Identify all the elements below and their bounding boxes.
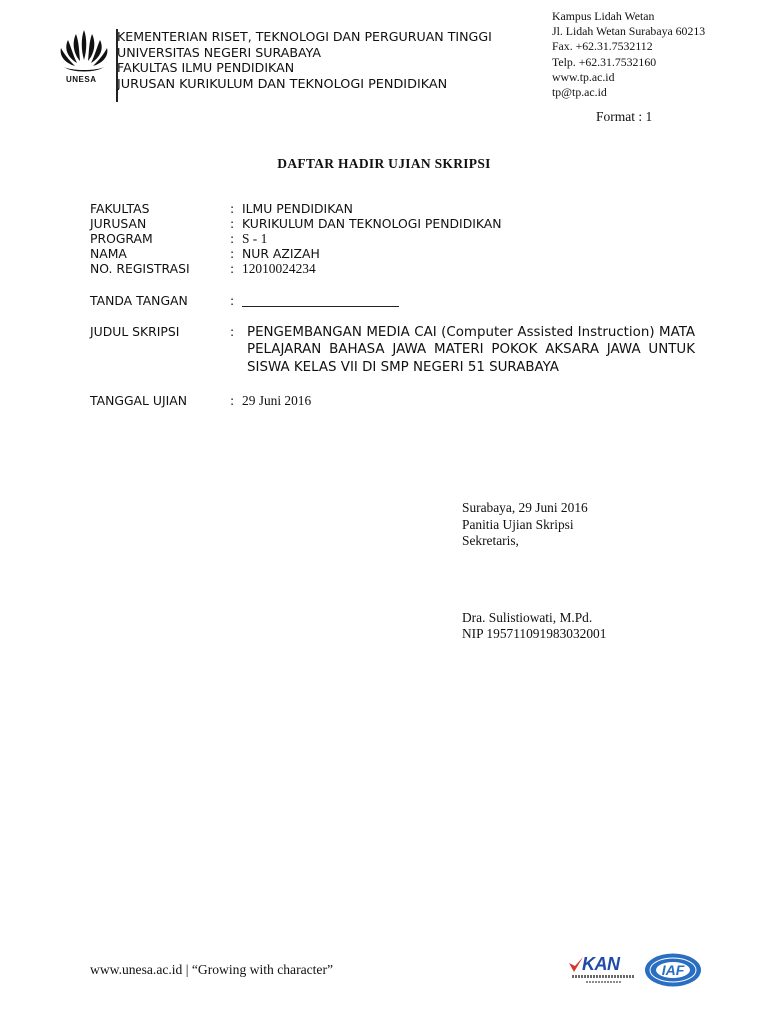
field-label: JURUSAN (90, 216, 147, 231)
field-colon: : (230, 216, 235, 231)
field-colon: : (230, 293, 235, 308)
contact-address: Jl. Lidah Wetan Surabaya 60213 (552, 24, 706, 39)
kan-logo-icon (568, 954, 634, 988)
contact-website: www.tp.ac.id (552, 69, 615, 84)
university-name: UNIVERSITAS NEGERI SURABAYA (117, 44, 321, 60)
field-label: NAMA (90, 246, 127, 261)
field-colon: : (230, 201, 235, 216)
letterhead (117, 29, 492, 92)
kan-subtext-mark (572, 975, 634, 978)
sign-role: Sekretaris, (462, 533, 519, 548)
contact-campus: Kampus Lidah Wetan (552, 9, 655, 23)
signature-space (462, 550, 606, 610)
contact-email: tp@tp.ac.id (552, 85, 607, 100)
field-label: TANGGAL UJIAN (90, 393, 187, 408)
field-label: FAKULTAS (90, 201, 150, 216)
thesis-title: PENGEMBANGAN MEDIA CAI (Computer Assisted Instruction) MATA PELAJARAN BAHASA JAWA MATERI POKOK AKSARA JAWA UNTUK SISWA KELAS VII DI SMP NEGERI 51 SURABAYA (247, 325, 695, 375)
field-colon: : (230, 246, 235, 261)
field-label: JUDUL SKRIPSI (90, 324, 180, 339)
format-label: Format : 1 (596, 109, 653, 124)
signer-nip: NIP 195711091983032001 (462, 626, 607, 641)
unesa-logo-text: UNESA (66, 75, 97, 84)
field-value: 12010024234 (242, 261, 316, 276)
sign-committee: Panitia Ujian Skripsi (462, 516, 574, 532)
field-colon: : (230, 393, 235, 408)
field-colon: : (230, 324, 235, 339)
kan-subtext-mark (586, 981, 622, 983)
field-value: S - 1 (242, 231, 268, 246)
contact-block (552, 9, 705, 100)
field-value: KURIKULUM DAN TEKNOLOGI PENDIDIKAN (242, 216, 502, 231)
document-title: DAFTAR HADIR UJIAN SKRIPSI (277, 156, 491, 171)
sign-place-date: Surabaya, 29 Juni 2016 (462, 500, 588, 515)
contact-phone: Telp. +62.31.7532160 (552, 54, 657, 69)
field-value: 29 Juni 2016 (242, 393, 312, 408)
signature-line (242, 306, 399, 307)
iaf-logo-icon (643, 952, 703, 988)
field-value: ILMU PENDIDIKAN (242, 201, 353, 216)
field-value: NUR AZIZAH (242, 246, 320, 261)
field-label: TANDA TANGAN (90, 293, 188, 308)
field-label: NO. REGISTRASI (90, 261, 190, 276)
contact-fax: Fax. +62.31.7532112 (552, 39, 653, 54)
faculty-name: FAKULTAS ILMU PENDIDIKAN (117, 60, 295, 75)
kan-logo-text: KAN (582, 954, 620, 974)
field-colon: : (230, 261, 235, 276)
ministry-name: KEMENTERIAN RISET, TEKNOLOGI DAN PERGURUAN TINGGI (117, 29, 492, 44)
signer-name: Dra. Sulistiowati, M.Pd. (462, 609, 593, 625)
department-name: JURUSAN KURIKULUM DAN TEKNOLOGI PENDIDIKAN (117, 76, 448, 92)
iaf-logo-text: IAF (661, 962, 685, 978)
signature-block (462, 500, 606, 643)
field-label: PROGRAM (90, 231, 153, 246)
field-colon: : (230, 231, 235, 246)
footer-text: www.unesa.ac.id | “Growing with character” (90, 962, 334, 977)
